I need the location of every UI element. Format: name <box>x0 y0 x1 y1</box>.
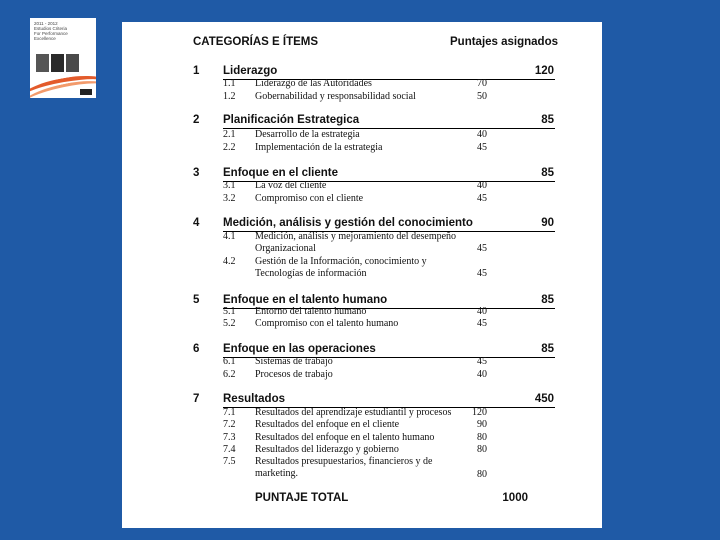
item-score: 80 <box>477 469 487 480</box>
item-score: 70 <box>477 78 487 89</box>
header-categories: CATEGORÍAS E ÍTEMS <box>193 36 319 48</box>
category-number: 1 <box>193 65 200 77</box>
category-name: Planificación Estrategica <box>223 114 360 126</box>
item-number: 5.1 <box>223 306 236 317</box>
item-score: 45 <box>477 318 487 329</box>
category-number: 2 <box>193 114 200 126</box>
item-number: 1.1 <box>223 78 236 89</box>
item-text: Resultados del aprendizaje estudiantil y procesos <box>255 407 452 418</box>
item-number: 6.1 <box>223 356 236 367</box>
item-text: Liderazgo de las Autoridades <box>255 78 372 89</box>
total-value: 1000 <box>502 492 528 504</box>
item-text: Medición, análisis y mejoramiento del desempeño <box>255 231 457 242</box>
item-score: 120 <box>472 407 487 418</box>
item-number: 6.2 <box>223 369 236 380</box>
item-text: Entorno del talento humano <box>255 306 367 317</box>
item-number: 3.1 <box>223 180 236 191</box>
cover-photo <box>36 54 49 72</box>
item-score: 45 <box>477 193 487 204</box>
item-text: Desarrollo de la estrategia <box>255 129 360 140</box>
item-score: 45 <box>477 243 487 254</box>
item-text: Resultados del enfoque en el talento humano <box>255 432 435 443</box>
item-number: 7.2 <box>223 419 236 430</box>
item-number: 2.2 <box>223 142 236 153</box>
category-name: Enfoque en el talento humano <box>223 294 388 306</box>
item-score: 80 <box>477 444 487 455</box>
category-total: 85 <box>541 114 554 126</box>
category-name: Enfoque en el cliente <box>223 167 339 179</box>
category-name: Liderazgo <box>223 65 278 77</box>
total-label: PUNTAJE TOTAL <box>255 492 349 504</box>
item-text: Gestión de la Información, conocimiento y <box>255 256 427 267</box>
item-number: 7.4 <box>223 444 236 455</box>
cover-logo <box>80 89 92 95</box>
item-text: Procesos de trabajo <box>255 369 333 380</box>
category-total: 90 <box>541 217 554 229</box>
category-total: 85 <box>541 167 554 179</box>
item-number: 7.3 <box>223 432 236 443</box>
item-text: Compromiso con el talento humano <box>255 318 399 329</box>
item-score: 40 <box>477 306 487 317</box>
item-text: Resultados del liderazgo y gobierno <box>255 444 399 455</box>
item-score: 40 <box>477 369 487 380</box>
item-score: 45 <box>477 356 487 367</box>
item-score: 40 <box>477 180 487 191</box>
item-number: 4.1 <box>223 231 236 242</box>
item-number: 1.2 <box>223 91 236 102</box>
item-text: Resultados presupuestarios, financieros y de <box>255 456 433 467</box>
item-text: Gobernabilidad y responsabilidad social <box>255 91 416 102</box>
category-total: 85 <box>541 343 554 355</box>
item-score: 50 <box>477 91 487 102</box>
item-text: Compromiso con el cliente <box>255 193 364 204</box>
category-total: 120 <box>534 65 554 77</box>
cover-thumbnail <box>30 18 96 98</box>
category-number: 5 <box>193 294 200 306</box>
cover-title: 2011 - 2012 Estudios Criteria For Performance Excellence <box>34 21 68 41</box>
item-number: 2.1 <box>223 129 236 140</box>
item-text: Resultados del enfoque en el cliente <box>255 419 400 430</box>
item-number: 7.5 <box>223 456 236 467</box>
item-text: La voz del cliente <box>255 180 327 191</box>
category-number: 7 <box>193 393 200 405</box>
item-number: 4.2 <box>223 256 236 267</box>
cover-photo <box>66 54 79 72</box>
category-name: Medición, análisis y gestión del conocimiento <box>223 217 473 229</box>
item-score: 45 <box>477 268 487 279</box>
category-number: 6 <box>193 343 200 355</box>
item-score: 90 <box>477 419 487 430</box>
item-text-continued: marketing. <box>255 468 299 479</box>
category-number: 4 <box>193 217 200 229</box>
header-scores: Puntajes asignados <box>450 36 559 48</box>
item-score: 80 <box>477 432 487 443</box>
cover-photo <box>51 54 64 72</box>
category-name: Resultados <box>223 393 285 405</box>
item-text-continued: Tecnologías de información <box>255 268 367 279</box>
category-number: 3 <box>193 167 200 179</box>
item-number: 3.2 <box>223 193 236 204</box>
item-number: 5.2 <box>223 318 236 329</box>
item-text-continued: Organizacional <box>255 243 316 254</box>
category-total: 85 <box>541 294 554 306</box>
item-number: 7.1 <box>223 407 236 418</box>
item-text: Sistemas de trabajo <box>255 356 333 367</box>
document-page <box>122 22 602 528</box>
item-text: Implementación de la estrategia <box>255 142 383 153</box>
item-score: 40 <box>477 129 487 140</box>
category-name: Enfoque en las operaciones <box>223 343 376 355</box>
category-total: 450 <box>534 393 554 405</box>
item-score: 45 <box>477 142 487 153</box>
